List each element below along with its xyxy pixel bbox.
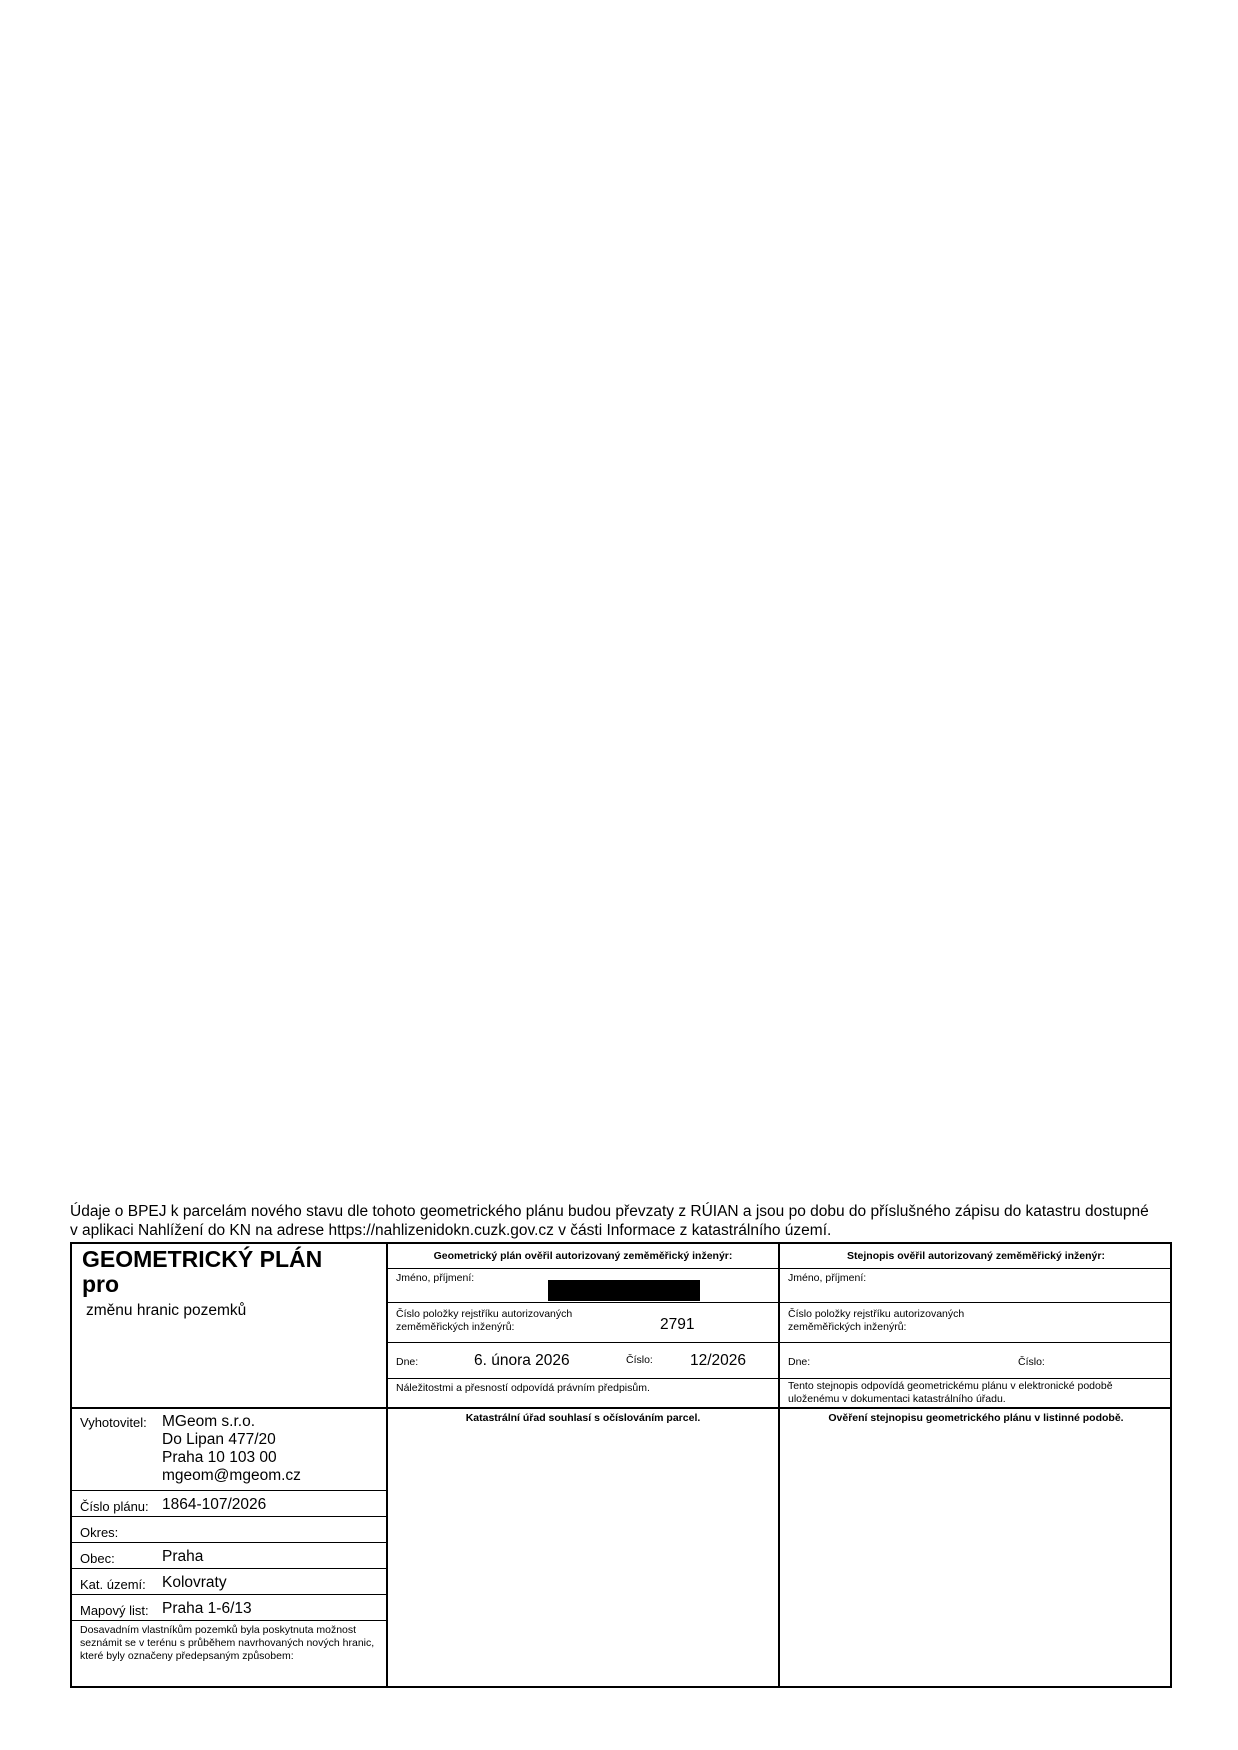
plan-number-label: Číslo plánu: — [80, 1499, 149, 1514]
verify-header: Geometrický plán ověřil autorizovaný zeměměřický inženýr: — [433, 1250, 733, 1262]
plan-title: GEOMETRICKÝ PLÁN — [82, 1246, 323, 1272]
copy-header: Stejnopis ověřil autorizovaný zeměměřický inženýr: — [847, 1250, 1105, 1262]
copy-num-label: Číslo: — [1018, 1356, 1045, 1368]
plan-title-pro: pro — [82, 1271, 120, 1297]
copy-footer-2: uloženému v dokumentaci katastrálního úřadu. — [788, 1393, 1006, 1405]
verify-num-label: Číslo: — [626, 1354, 653, 1366]
owners-note-2: seznámit se v terénu s průběhem navrhovaných nových hranic, — [80, 1637, 375, 1649]
maker-line-2: Do Lipan 477/20 — [162, 1431, 276, 1448]
bpej-note-line2: v aplikaci Nahlížení do KN na adrese https://nahlizenidokn.cuzk.gov.cz v části Informace z katastrálního území. — [70, 1222, 832, 1239]
divider-main — [72, 1407, 1170, 1409]
copy-name-label: Jméno, příjmení: — [788, 1272, 867, 1284]
cadastre-value: Kolovraty — [162, 1574, 227, 1591]
title-block — [70, 1242, 1172, 1688]
map-sheet-value: Praha 1-6/13 — [162, 1600, 252, 1617]
divider-col-1 — [386, 1242, 388, 1688]
copy-footer-1: Tento stejnopis odpovídá geometrickému plánu v elektronické podobě — [788, 1380, 1113, 1392]
verify-reg-label-2: zeměměřických inženýrů: — [396, 1321, 515, 1333]
cadastre-label: Kat. území: — [80, 1577, 146, 1592]
verify-name-label: Jméno, příjmení: — [396, 1272, 475, 1284]
verify-reg-value: 2791 — [660, 1316, 695, 1333]
verify-num-value: 12/2026 — [690, 1352, 747, 1369]
plan-number-value: 1864-107/2026 — [162, 1496, 267, 1513]
office-agree: Katastrální úřad souhlasí s očíslováním parcel. — [465, 1412, 701, 1424]
maker-line-4: mgeom@mgeom.cz — [162, 1467, 301, 1484]
verify-date-label: Dne: — [396, 1356, 419, 1368]
divider-col-2 — [778, 1242, 780, 1688]
maker-label: Vyhotovitel: — [80, 1415, 147, 1430]
maker-line-1: MGeom s.r.o. — [162, 1413, 256, 1430]
copy-reg-label-2: zeměměřických inženýrů: — [788, 1321, 907, 1333]
owners-note-3: které byly označeny předepsaným způsobem: — [80, 1650, 294, 1662]
verify-date-value: 6. února 2026 — [474, 1352, 570, 1369]
city-label: Obec: — [80, 1551, 115, 1566]
owners-note-1: Dosavadním vlastníkům pozemků byla poskytnuta možnost — [80, 1624, 357, 1636]
verify-reg-label-1: Číslo položky rejstříku autorizovaných — [396, 1308, 573, 1320]
district-label: Okres: — [80, 1525, 119, 1540]
verify-footer: Náležitostmi a přesností odpovídá právním předpisům. — [396, 1382, 650, 1394]
copy-reg-label-1: Číslo položky rejstříku autorizovaných — [788, 1308, 965, 1320]
city-value: Praha — [162, 1548, 204, 1565]
bpej-note-line1: Údaje o BPEJ k parcelám nového stavu dle tohoto geometrického plánu budou převzaty z RÚIAN a jsou po dobu do příslušného zápisu do katastru dostupné — [70, 1203, 1149, 1220]
map-sheet-label: Mapový list: — [80, 1603, 149, 1618]
copy-date-label: Dne: — [788, 1356, 811, 1368]
maker-line-3: Praha 10 103 00 — [162, 1449, 277, 1466]
plan-purpose: změnu hranic pozemků — [86, 1302, 247, 1319]
bpej-note — [70, 1202, 1170, 1240]
redacted-name — [548, 1280, 700, 1301]
office-verify-paper: Ověření stejnopisu geometrického plánu v listinné podobě. — [828, 1412, 1124, 1424]
